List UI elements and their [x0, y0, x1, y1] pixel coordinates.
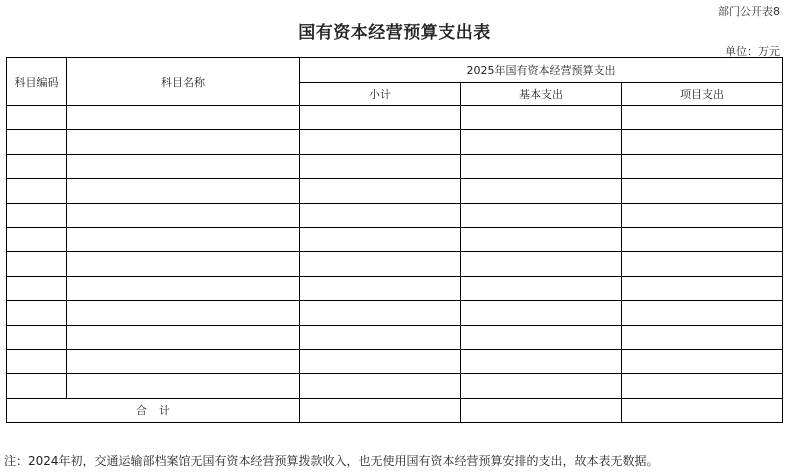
subtotal-cell	[300, 130, 461, 154]
basic-cell	[461, 301, 622, 325]
header-project-expenditure: 项目支出	[622, 83, 783, 106]
subtotal-cell	[300, 227, 461, 251]
subject-code-cell	[7, 252, 67, 276]
project-cell	[622, 374, 783, 398]
subject-name-cell	[67, 252, 300, 276]
total-project-cell	[622, 398, 783, 422]
project-cell	[622, 227, 783, 251]
subtotal-cell	[300, 252, 461, 276]
basic-cell	[461, 154, 622, 178]
header-expenditure-group: 2025年国有资本经营预算支出	[300, 58, 783, 83]
basic-cell	[461, 203, 622, 227]
subject-name-cell	[67, 301, 300, 325]
budget-table	[6, 57, 783, 423]
subject-name-cell	[67, 179, 300, 203]
table-row	[7, 203, 783, 227]
subtotal-cell	[300, 301, 461, 325]
page-title: 国有资本经营预算支出表	[298, 23, 491, 43]
subject-code-cell	[7, 374, 67, 398]
project-cell	[622, 106, 783, 130]
subject-code-cell	[7, 154, 67, 178]
project-cell	[622, 252, 783, 276]
project-cell	[622, 301, 783, 325]
subtotal-cell	[300, 276, 461, 300]
footnote: 注：2024年初，交通运输部档案馆无国有资本经营预算拨款收入，也无使用国有资本经营预算安排的支出，故本表无数据。	[4, 454, 659, 468]
table-row	[7, 227, 783, 251]
subject-name-cell	[67, 227, 300, 251]
project-cell	[622, 154, 783, 178]
basic-cell	[461, 374, 622, 398]
table-row	[7, 374, 783, 398]
header-basic-expenditure: 基本支出	[461, 83, 622, 106]
header-subject-code: 科目编码	[7, 58, 67, 106]
project-cell	[622, 276, 783, 300]
basic-cell	[461, 252, 622, 276]
unit-label: 单位：万元	[725, 45, 780, 58]
subject-name-cell	[67, 349, 300, 373]
project-cell	[622, 349, 783, 373]
subject-code-cell	[7, 276, 67, 300]
table-row	[7, 252, 783, 276]
basic-cell	[461, 106, 622, 130]
header-subject-name: 科目名称	[67, 58, 300, 106]
table-row	[7, 325, 783, 349]
form-id-label: 部门公开表8	[718, 5, 780, 18]
subject-code-cell	[7, 106, 67, 130]
table-row	[7, 154, 783, 178]
table-row	[7, 276, 783, 300]
subject-code-cell	[7, 325, 67, 349]
subject-name-cell	[67, 130, 300, 154]
header-subtotal: 小计	[300, 83, 461, 106]
subtotal-cell	[300, 203, 461, 227]
subject-name-cell	[67, 203, 300, 227]
subject-name-cell	[67, 276, 300, 300]
subject-code-cell	[7, 227, 67, 251]
total-row	[7, 398, 783, 422]
project-cell	[622, 130, 783, 154]
subject-name-cell	[67, 374, 300, 398]
table-row	[7, 349, 783, 373]
subtotal-cell	[300, 154, 461, 178]
total-label: 合计	[7, 398, 300, 422]
project-cell	[622, 203, 783, 227]
table-header-row	[7, 58, 783, 83]
subtotal-cell	[300, 106, 461, 130]
subtotal-cell	[300, 179, 461, 203]
basic-cell	[461, 276, 622, 300]
subject-code-cell	[7, 130, 67, 154]
basic-cell	[461, 130, 622, 154]
table-body	[7, 106, 783, 423]
subject-name-cell	[67, 106, 300, 130]
subtotal-cell	[300, 349, 461, 373]
basic-cell	[461, 179, 622, 203]
subject-name-cell	[67, 154, 300, 178]
subject-code-cell	[7, 301, 67, 325]
subject-code-cell	[7, 349, 67, 373]
project-cell	[622, 325, 783, 349]
table-row	[7, 106, 783, 130]
subject-code-cell	[7, 179, 67, 203]
subtotal-cell	[300, 325, 461, 349]
subtotal-cell	[300, 374, 461, 398]
subject-name-cell	[67, 325, 300, 349]
total-basic-cell	[461, 398, 622, 422]
subject-code-cell	[7, 203, 67, 227]
table-row	[7, 130, 783, 154]
table-row	[7, 179, 783, 203]
basic-cell	[461, 349, 622, 373]
project-cell	[622, 179, 783, 203]
basic-cell	[461, 227, 622, 251]
total-subtotal-cell	[300, 398, 461, 422]
table-row	[7, 301, 783, 325]
basic-cell	[461, 325, 622, 349]
